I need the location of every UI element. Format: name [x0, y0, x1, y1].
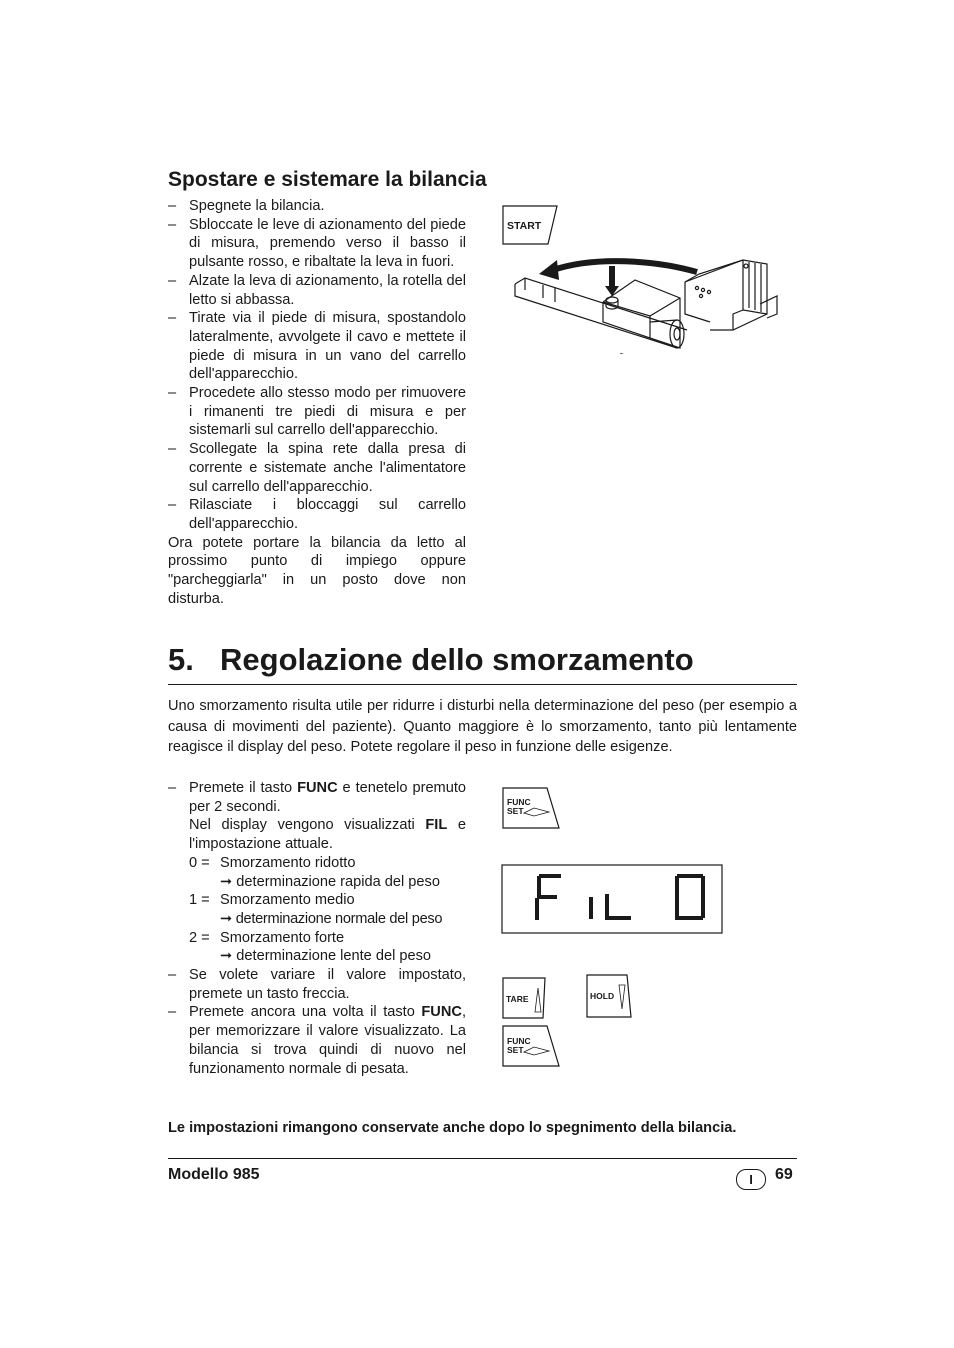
- list-item: – Scollegate la spina rete dalla presa di corrente e sistemate anche l'alimentatore sul carrello dell'apparecchio.: [168, 441, 466, 495]
- damping-steps: [168, 779, 466, 1078]
- option-2: 2 = Smorzamento forte: [189, 929, 345, 946]
- func-key-ref: FUNC: [421, 1004, 462, 1021]
- hold-key-figure: [585, 973, 633, 1019]
- func-key-ref: FUNC: [297, 780, 338, 796]
- moving-steps: [168, 197, 466, 608]
- func-set-key-figure: [501, 786, 561, 830]
- svg-text:SET: SET: [507, 1045, 524, 1055]
- page-number: 69: [775, 1166, 793, 1183]
- chapter-number: 5.: [168, 642, 194, 677]
- start-key-label: START: [507, 220, 542, 232]
- language-badge: I: [736, 1169, 766, 1190]
- list-item: – Rilasciate i bloccaggi sul carrello dell'apparecchio.: [168, 497, 466, 532]
- func-set-key-figure: [501, 1024, 561, 1068]
- list-item: – Premete il tasto FUNC e tenetelo premuto per 2 secondi. Nel display vengono visualizzati FIL e l'impostazione attuale. 0 = Smorzamento ridotto ➞ determinazione rapida del peso 1 = Smorzamento medio ➞ determinazione normale del peso 2 = Smorzamento forte ➞ determinazione lente del peso: [168, 780, 467, 965]
- arrow-icon: ➞: [220, 948, 233, 965]
- section-title: Spostare e sistemare la bilancia: [168, 168, 487, 191]
- list-item: – Se volete variare il valore impostato, premete un tasto freccia.: [168, 967, 466, 1002]
- list-item: – Procedete allo stesso modo per rimuovere i rimanenti tre piedi di misura e per sistemarli sul carrello dell'apparecchio.: [168, 385, 466, 439]
- option-2-result: ➞ determinazione lente del peso: [220, 948, 432, 965]
- chapter-heading: [168, 640, 797, 685]
- list-item: – Premete ancora una volta il tasto FUNC, per memorizzare il valore visualizzato. La bilancia si trova quindi di nuovo nel funzionamento normale di pesata.: [168, 1004, 466, 1077]
- list-item: – Spegnete la bilancia.: [168, 198, 325, 214]
- option-0: 0 = Smorzamento ridotto: [189, 854, 356, 871]
- settings-note: Le impostazioni rimangono conservate anche dopo lo spegnimento della bilancia.: [168, 1120, 737, 1136]
- svg-text:FUNC: FUNC: [507, 1036, 531, 1046]
- start-key-figure: [501, 204, 559, 246]
- option-0-result: ➞ determinazione rapida del peso: [220, 873, 440, 890]
- scale-lever-illustration: [505, 252, 785, 354]
- chapter-intro: Uno smorzamento risulta utile per ridurre i disturbi nella determinazione del peso (per esempio a causa di movimenti del paziente). Quanto maggiore è lo smorzamento, tanto più lentamente reagisce il display del peso. Potete regolare il peso in funzione delle esigenze.: [168, 698, 797, 755]
- tare-key-figure: [501, 976, 549, 1020]
- svg-text:FUNC: FUNC: [507, 797, 531, 807]
- option-1: 1 = Smorzamento medio: [189, 892, 355, 909]
- svg-text:SET: SET: [507, 806, 524, 816]
- footer-divider: [168, 1158, 797, 1159]
- weight-display-figure: [501, 864, 724, 935]
- chapter-title: Regolazione dello smorzamento: [220, 642, 694, 677]
- list-item: – Tirate via il piede di misura, spostandolo lateralmente, avvolgete il cavo e mettete il piede di misura in un vano del carrello dell'apparecchio.: [168, 310, 466, 383]
- list-item: – Alzate la leva di azionamento, la rotella del letto si abbassa.: [168, 272, 466, 308]
- svg-text:TARE: TARE: [506, 994, 529, 1004]
- fil-code: FIL: [425, 817, 448, 834]
- option-1-result: ➞ determinazione normale del peso: [220, 910, 443, 927]
- closing-paragraph: Ora potete portare la bilancia da letto al prossimo punto di impiego oppure "parcheggiarla" in un posto dove non disturba.: [168, 534, 466, 607]
- arrow-icon: ➞: [220, 910, 232, 927]
- svg-text:HOLD: HOLD: [590, 991, 615, 1001]
- footer-model: Modello 985: [168, 1166, 260, 1183]
- list-item: – Sbloccate le leve di azionamento del piede di misura, premendo verso il basso il pulsante rosso, e ribaltate la leva in fuori.: [168, 216, 466, 271]
- arrow-icon: ➞: [220, 873, 233, 890]
